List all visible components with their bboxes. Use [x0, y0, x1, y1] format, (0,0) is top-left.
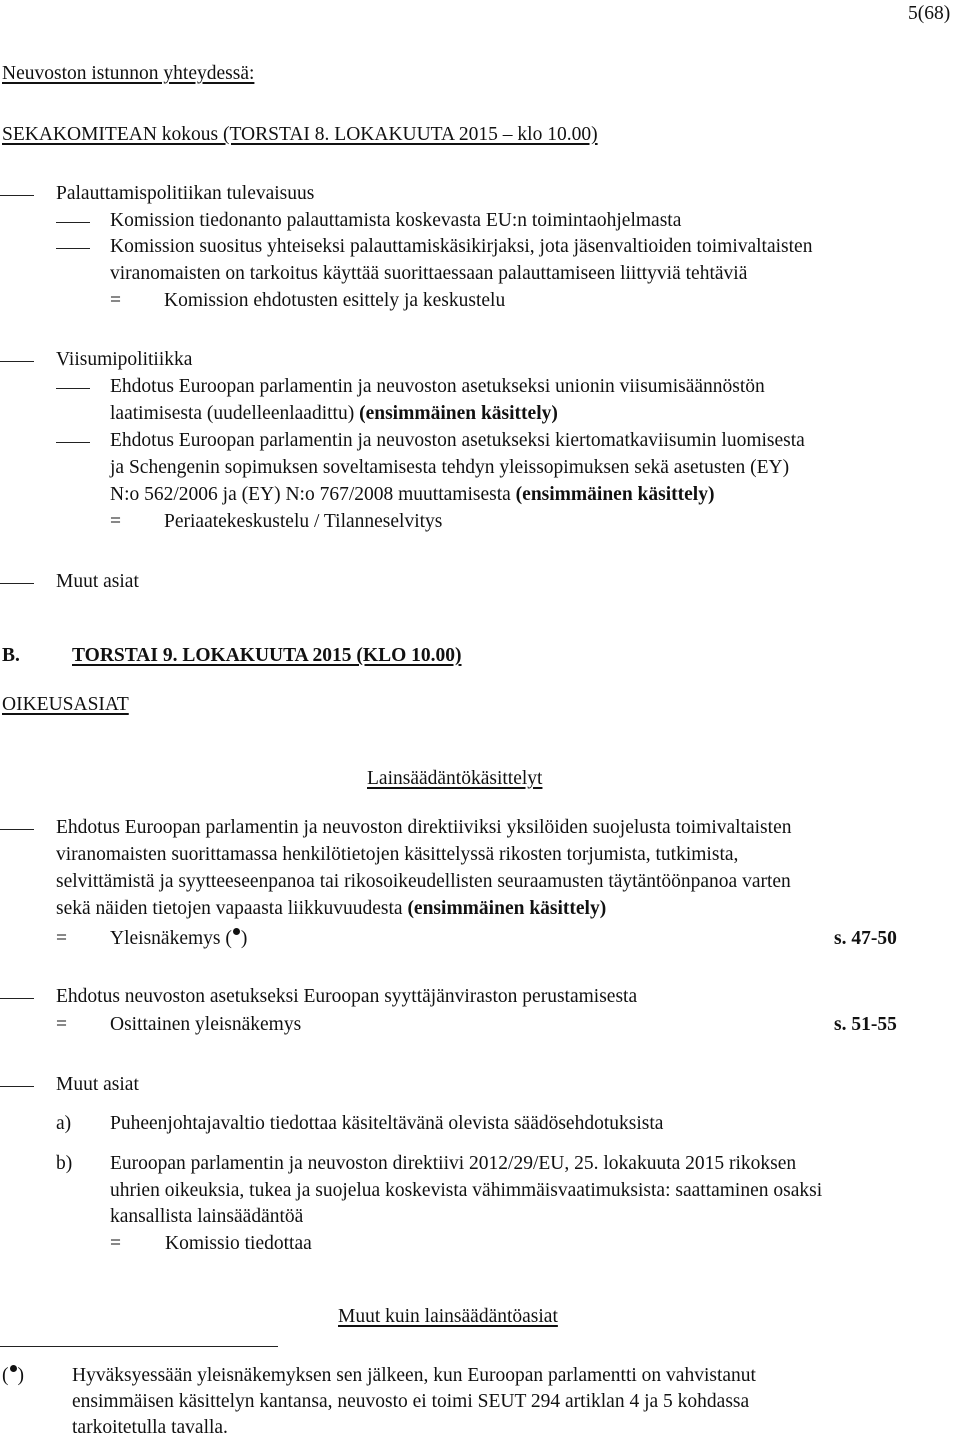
footnote-separator	[0, 1346, 278, 1347]
section-letter: B.	[2, 645, 20, 666]
equals-marker: =	[110, 1233, 121, 1254]
list-item: Puheenjohtajavaltio tiedottaa käsiteltävänä olevista säädösehdotuksista	[110, 1113, 664, 1134]
footnote-bullet-icon	[233, 928, 240, 935]
agenda-result: Komission ehdotusten esittely ja keskustelu	[164, 290, 506, 311]
dash-marker	[56, 248, 90, 249]
agenda-result: Yleisnäkemys ( )	[110, 928, 248, 949]
dash-marker	[0, 998, 34, 999]
agenda-subitem: Komission suositus yhteiseksi palauttamiskäsikirjaksi, jota jäsenvaltioiden toimivaltaisten	[110, 236, 813, 257]
agenda-subitem-cont: laatimisesta (uudelleenlaadittu) (ensimmäinen käsittely)	[110, 403, 558, 424]
list-item: Euroopan parlamentin ja neuvoston direktiivi 2012/29/EU, 25. lokakuuta 2015 rikoksen	[110, 1153, 797, 1174]
agenda-item-cont: selvittämistä ja syytteeseenpanoa tai rikosoikeudellisten seuraamusten täytäntöönpanoa varten	[56, 871, 791, 892]
agenda-subitem: Ehdotus Euroopan parlamentin ja neuvoston asetukseksi unionin viisumisäännöstön	[110, 376, 765, 397]
agenda-item: Ehdotus Euroopan parlamentin ja neuvoston direktiiviksi yksilöiden suojelusta toimivaltaisten	[56, 817, 792, 838]
dash-marker	[56, 388, 90, 389]
section-title: TORSTAI 9. LOKAKUUTA 2015 (KLO 10.00)	[72, 645, 462, 666]
agenda-item-title: Muut asiat	[56, 1074, 139, 1095]
equals-marker: =	[110, 511, 121, 532]
heading-mixed-committee: SEKAKOMITEAN kokous (TORSTAI 8. LOKAKUUTA 2015 – klo 10.00)	[2, 124, 598, 145]
agenda-item-title: Viisumipolitiikka	[56, 349, 193, 370]
dash-marker	[0, 195, 34, 196]
legislative-heading: Lainsäädäntökäsittelyt	[367, 768, 543, 789]
page-reference: s. 47-50	[834, 928, 897, 949]
agenda-item-title: Palauttamispolitiikan tulevaisuus	[56, 183, 315, 204]
dash-marker	[0, 1086, 34, 1087]
agenda-item: Ehdotus neuvoston asetukseksi Euroopan syyttäjänviraston perustamisesta	[56, 986, 638, 1007]
agenda-item-cont: sekä näiden tietojen vapaasta liikkuvuudesta (ensimmäinen käsittely)	[56, 898, 607, 919]
dash-marker	[0, 583, 34, 584]
agenda-result: Osittainen yleisnäkemys	[110, 1014, 302, 1035]
agenda-subitem-cont: N:o 562/2006 ja (EY) N:o 767/2008 muuttamisesta (ensimmäinen käsittely)	[110, 484, 715, 505]
agenda-result: Komissio tiedottaa	[165, 1233, 312, 1254]
equals-marker: =	[56, 1014, 67, 1035]
footnote-text: Hyväksyessään yleisnäkemyksen sen jälkeen, kun Euroopan parlamentti on vahvistanut	[72, 1365, 756, 1386]
page-reference: s. 51-55	[834, 1014, 897, 1035]
list-label: b)	[56, 1153, 73, 1174]
agenda-result: Periaatekeskustelu / Tilanneselvitys	[164, 511, 443, 532]
dash-marker	[56, 222, 90, 223]
non-legislative-heading: Muut kuin lainsäädäntöasiat	[338, 1306, 558, 1327]
section-subtitle: OIKEUSASIAT	[2, 694, 129, 715]
footnote-marker: ( )	[2, 1365, 24, 1386]
agenda-subitem: Ehdotus Euroopan parlamentin ja neuvoston asetukseksi kiertomatkaviisumin luomisesta	[110, 430, 805, 451]
dash-marker	[56, 442, 90, 443]
equals-marker: =	[56, 928, 67, 949]
heading-council-session: Neuvoston istunnon yhteydessä:	[2, 63, 255, 84]
list-item-cont: uhrien oikeuksia, tukea ja suojelua koskevista vähimmäisvaatimuksista: saattaminen osaksi	[110, 1180, 823, 1201]
footnote-text: ensimmäisen käsittelyn kantansa, neuvosto ei toimi SEUT 294 artiklan 4 ja 5 kohdassa	[72, 1391, 750, 1412]
agenda-item-title: Muut asiat	[56, 571, 139, 592]
agenda-subitem-cont: viranomaisten on tarkoitus käyttää suorittaessaan palauttamiseen liittyviä tehtäviä	[110, 263, 748, 284]
list-label: a)	[56, 1113, 72, 1134]
agenda-item-cont: viranomaisten suorittamassa henkilötietojen käsittelyssä rikosten torjumista, tutkimista,	[56, 844, 739, 865]
footnote-text: tarkoitetulla tavalla.	[72, 1417, 228, 1438]
list-item-cont: kansallista lainsäädäntöä	[110, 1206, 304, 1227]
dash-marker	[0, 829, 34, 830]
agenda-subitem: Komission tiedonanto palauttamista koskevasta EU:n toimintaohjelmasta	[110, 210, 682, 231]
dash-marker	[0, 361, 34, 362]
page-number: 5(68)	[908, 3, 951, 24]
equals-marker: =	[110, 290, 121, 311]
agenda-subitem-cont: ja Schengenin sopimuksen soveltamisesta tehdyn yleissopimuksen sekä asetusten (EY)	[110, 457, 790, 478]
footnote-bullet-icon	[10, 1365, 17, 1372]
